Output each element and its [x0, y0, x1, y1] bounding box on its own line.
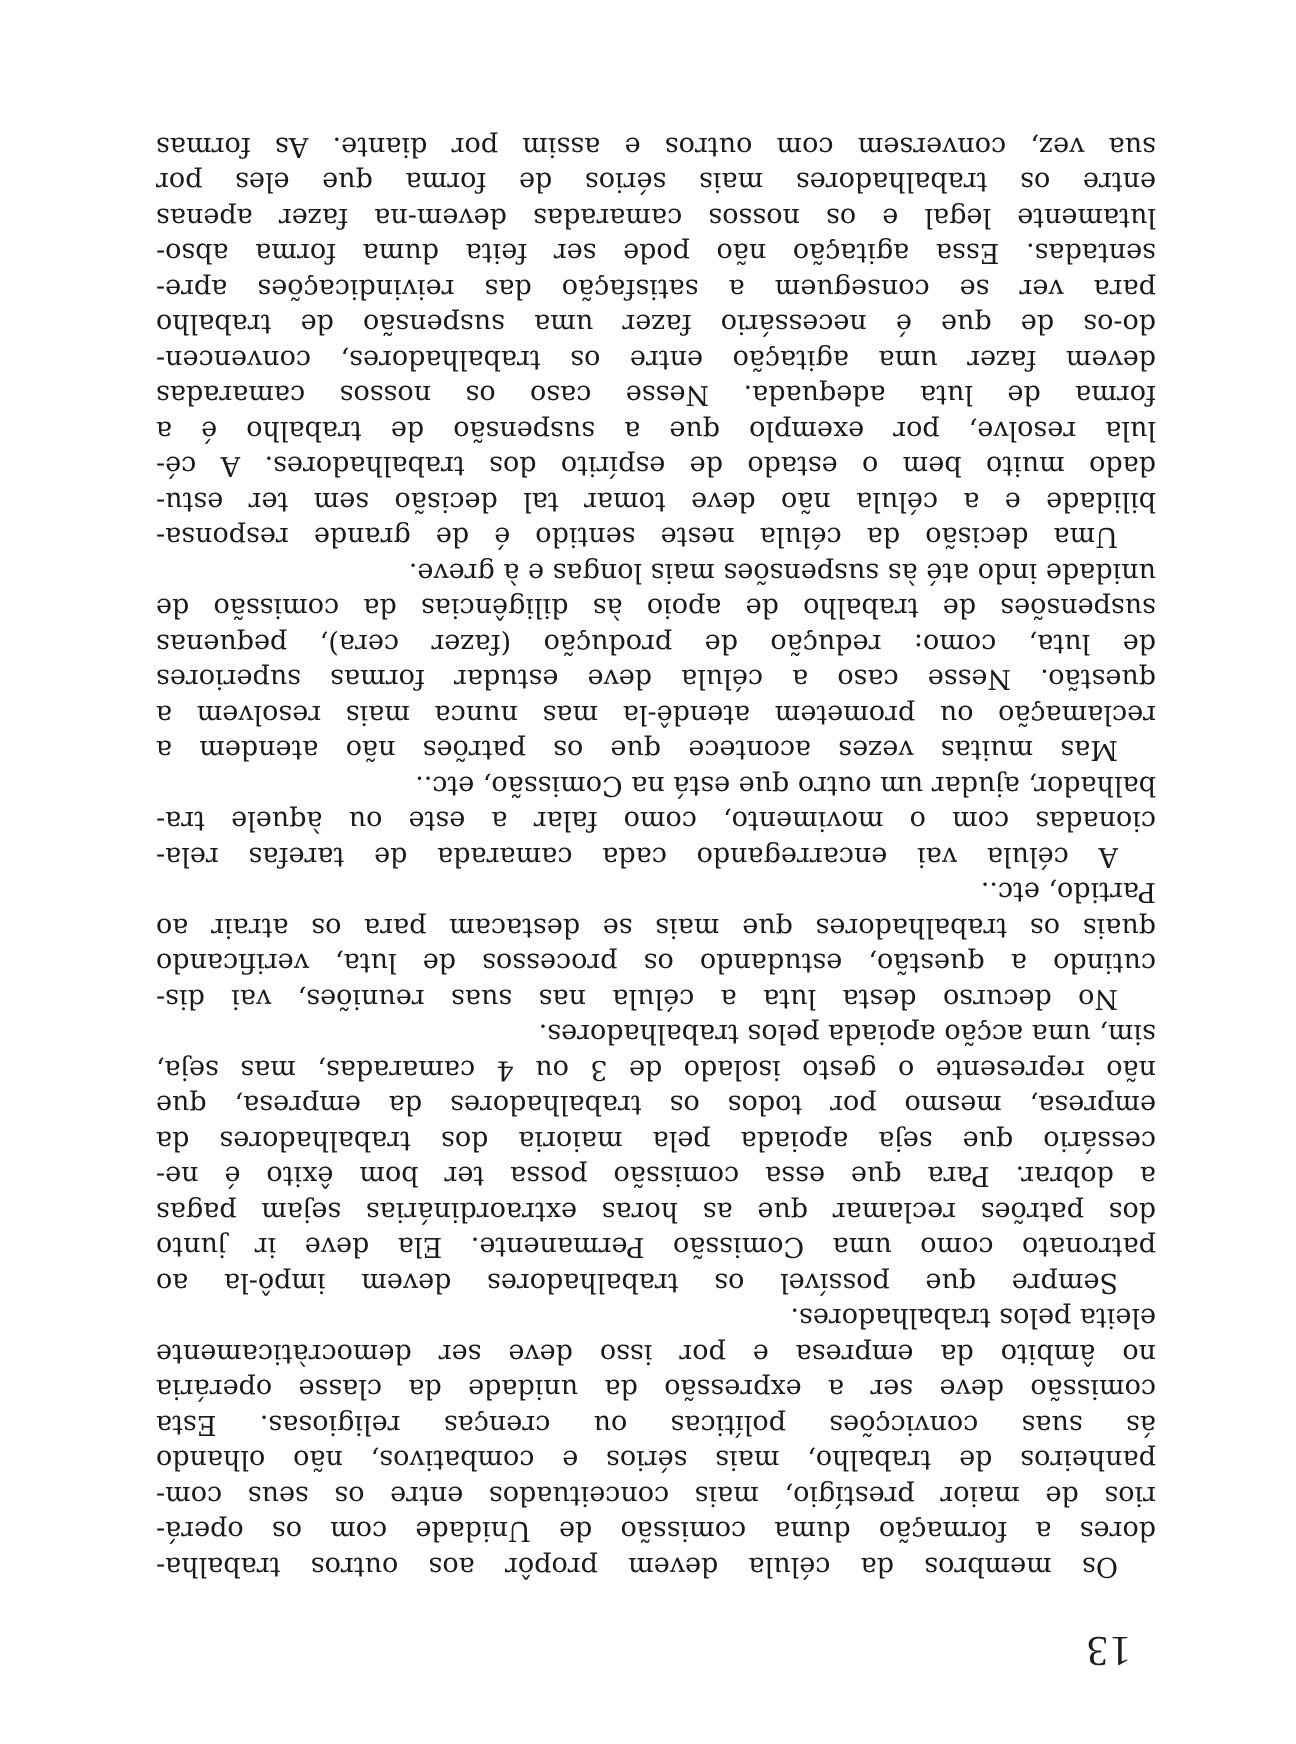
text-line: empresa, mesmo por todos os trabalhadores da empresa, que	[156, 1089, 1156, 1121]
text-line: forma de luta adequada. Nesse caso os nossos camaradas	[156, 379, 1156, 411]
text-line: bilidade e a célula não deve tomar tal decisão sem ter estu-	[156, 486, 1156, 517]
paragraph	[156, 874, 1156, 1016]
paragraph	[156, 1300, 1156, 1584]
text-line: rios de maior prestígio, mais conceituados entre os seus com-	[156, 1480, 1156, 1511]
text-line: balhador, ajudar um outro que está na Comissão, etc..	[415, 770, 1156, 801]
text-line: cutindo a questão, estudando os processos de luta, verificando	[156, 947, 1156, 979]
text-line: reclamação ou prometem atendê-la mas nunca mais resolvem a	[156, 699, 1156, 730]
paragraph	[156, 129, 1156, 555]
text-line: comissão deve ser a expressão da unidade da classe operária	[156, 1373, 1156, 1405]
text-line: Sempre que possível os trabalhadores devem impô-la ao	[156, 1267, 1118, 1298]
text-line: não represente o gesto isolado de 3 ou 4 camaradas, mas seja,	[156, 1054, 1156, 1085]
text-line: ás suas convicções políticas ou crenças religiosas. Esta	[156, 1409, 1156, 1440]
page-number: 13	[1085, 1627, 1131, 1673]
text-line: Mas muitas vezes acontece que os patrões não atendem a	[156, 734, 1118, 766]
text-line: Os membros da célula devem propôr aos outros trabalha-	[156, 1551, 1118, 1582]
text-line: sua vez, conversem com outros e assim por diante. As formas	[156, 131, 1156, 162]
text-line: Uma decisão da célula neste sentido é de grande responsa-	[156, 521, 1118, 553]
body-text	[156, 129, 1156, 1585]
text-line: Partido, etc..	[980, 876, 1156, 908]
text-line: unidade indo até às suspensões mais longas e à greve.	[408, 557, 1156, 588]
text-line: suspensões de trabalho de apoio às diligências da comissão de	[156, 592, 1156, 624]
text-line: de luta, como: redução de produção (fazer cera), pequenas	[156, 628, 1156, 659]
text-line: devem fazer uma agitação entre os trabalhadores, convencen-	[156, 344, 1156, 375]
text-line: entre os trabalhadores mais sérios de forma que eles por	[156, 166, 1156, 198]
text-line: No decurso desta luta a célula nas suas reuniões, vai dis-	[156, 983, 1118, 1014]
text-line: lutamente legal e os nossos camaradas devem-na fazer apenas	[156, 202, 1156, 233]
text-line: A célula vai encarregando cada camarada de tarefas rela-	[156, 841, 1118, 872]
text-line: patronato como uma Comissão Permanente. Ela deve ir junto	[156, 1231, 1156, 1263]
paragraph	[156, 768, 1156, 875]
text-line: lula resolve, por exemplo que a suspensão de trabalho é a	[156, 415, 1156, 446]
text-line: dos patrões reclamar que as horas extraordinárias sejam pagas	[156, 1196, 1156, 1227]
text-line: do-os de que é necessário fazer uma suspensão de trabalho	[156, 308, 1156, 340]
text-line: cessário que seja apoiada pela maioria dos trabalhadores da	[156, 1125, 1156, 1156]
text-line: dores a formação duma comissão de Unidade com os operá-	[156, 1515, 1156, 1547]
text-line: sentadas. Essa agitação não pode ser feita duma forma abso-	[156, 237, 1156, 269]
text-line: dado muito bem o estado de espírito dos trabalhadores. A cé-	[156, 450, 1156, 482]
text-line: no âmbito da empresa e por isso deve ser democràticamente	[156, 1338, 1156, 1369]
paragraph	[156, 555, 1156, 768]
text-line: questão. Nesse caso a célula deve estudar formas superiores	[156, 663, 1156, 695]
text-line: sim, uma acção apoiada pelos trabalhadores.	[538, 1018, 1156, 1050]
text-line: eleita pelos trabalhadores.	[790, 1302, 1156, 1334]
text-line: cionadas com o movimento, como falar a este ou àquele tra-	[156, 805, 1156, 837]
text-line: a dobrar. Para que essa comissão possa ter bom êxito é ne-	[156, 1160, 1156, 1192]
text-line: panheiros de trabalho, mais sérios e combativos, não olhando	[156, 1444, 1156, 1476]
paragraph	[156, 1016, 1156, 1300]
text-line: para ver se conseguem a satisfação das reivindicações apre-	[156, 273, 1156, 304]
text-line: quais os trabalhadores que mais se destacam para os atrair ao	[156, 912, 1156, 943]
